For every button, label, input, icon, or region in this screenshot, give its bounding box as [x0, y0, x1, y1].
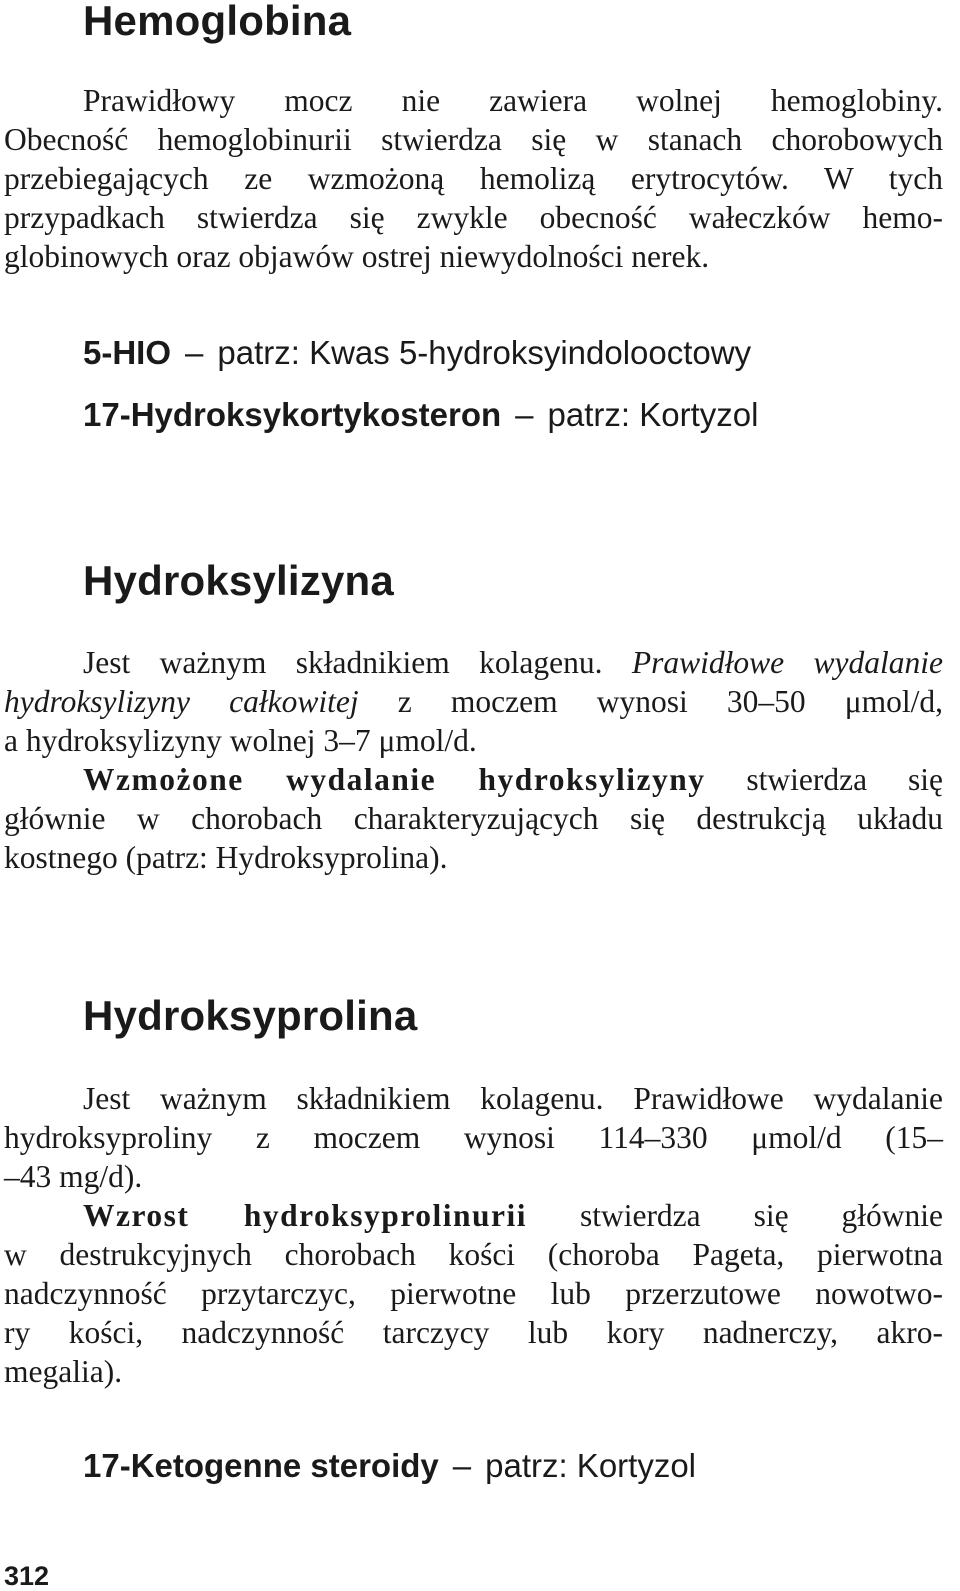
hydroksylizyna-paragraph-1 [4, 643, 943, 760]
xref-17-ketogenne-steroidy [83, 1449, 696, 1482]
text-line: głównie w chorobach charakteryzujących się destrukcją układu [4, 801, 943, 836]
hydroksyprolina-paragraph-2 [4, 1196, 943, 1391]
text-bold: Wzrost hydroksyprolinurii [83, 1198, 528, 1233]
text-line: przebiegających ze wzmożoną hemolizą erytrocytów. W tych [4, 161, 943, 196]
page-number: 312 [4, 1561, 50, 1591]
xref-term: 5-HIO [83, 334, 172, 371]
hydroksylizyna-paragraph-2 [4, 760, 943, 877]
text-plain: stwierdza się [746, 762, 944, 797]
xref-dash: – [515, 396, 534, 433]
xref-term: 17-Hydroksykortykosteron [83, 396, 502, 433]
text-line: Jest ważnym składnikiem kolagenu. Prawidłowe wydalanie [83, 1081, 943, 1116]
text-plain: Jest ważnym składnikiem kolagenu. [83, 645, 603, 680]
section-title-hydroksylizyna: Hydroksylizyna [83, 557, 394, 604]
xref-target: patrz: Kortyzol [485, 1447, 697, 1484]
text-line [4, 643, 943, 682]
text-plain: stwierdza się głównie [579, 1198, 943, 1233]
text-line: nadczynność przytarczyc, pierwotne lub przerzutowe nowotwo- [4, 1276, 943, 1311]
xref-dash: – [452, 1447, 472, 1484]
text-line [4, 760, 943, 799]
xref-term: 17-Ketogenne steroidy [83, 1447, 439, 1484]
xref-target: patrz: Kwas 5-hydroksyindolooctowy [217, 334, 752, 371]
text-line: globinowych oraz objawów ostrej niewydolności nerek. [4, 239, 710, 274]
text-line: a hydroksylizyny wolnej 3–7 μmol/d. [4, 723, 477, 758]
xref-17-hydroksykortykosteron [83, 398, 758, 431]
text-bold: Wzmożone wydalanie hydroksylizyny [83, 762, 706, 797]
text-line: ry kości, nadczynność tarczycy lub kory nadnerczy, akro- [4, 1315, 943, 1350]
text-line: w destrukcyjnych chorobach kości (choroba Pageta, pierwotna [4, 1237, 943, 1272]
text-line: przypadkach stwierdza się zwykle obecność wałeczków hemo- [4, 200, 943, 235]
text-plain: z moczem wynosi 30–50 μmol/d, [397, 684, 944, 719]
text-line: megalia). [4, 1354, 123, 1389]
section-title-hemoglobina: Hemoglobina [83, 0, 352, 44]
xref-dash: – [185, 334, 204, 371]
text-line: hydroksyproliny z moczem wynosi 114–330 μmol/d (15– [4, 1120, 943, 1155]
hemoglobina-paragraph [4, 81, 943, 276]
text-line [4, 682, 943, 721]
text-line: Prawidłowy mocz nie zawiera wolnej hemoglobiny. [83, 83, 943, 118]
section-title-hydroksyprolina: Hydroksyprolina [83, 992, 418, 1039]
xref-5-hio [83, 336, 751, 369]
text-line [4, 1196, 943, 1235]
text-line: kostnego (patrz: Hydroksyprolina). [4, 840, 448, 875]
text-italic: Prawidłowe wydalanie [631, 645, 944, 680]
hydroksyprolina-paragraph-1 [4, 1079, 943, 1196]
xref-target: patrz: Kortyzol [547, 396, 759, 433]
text-line: Obecność hemoglobinurii stwierdza się w stanach chorobowych [4, 122, 943, 157]
text-italic: hydroksylizyny całkowitej [4, 684, 359, 719]
text-line: –43 mg/d). [4, 1159, 143, 1194]
